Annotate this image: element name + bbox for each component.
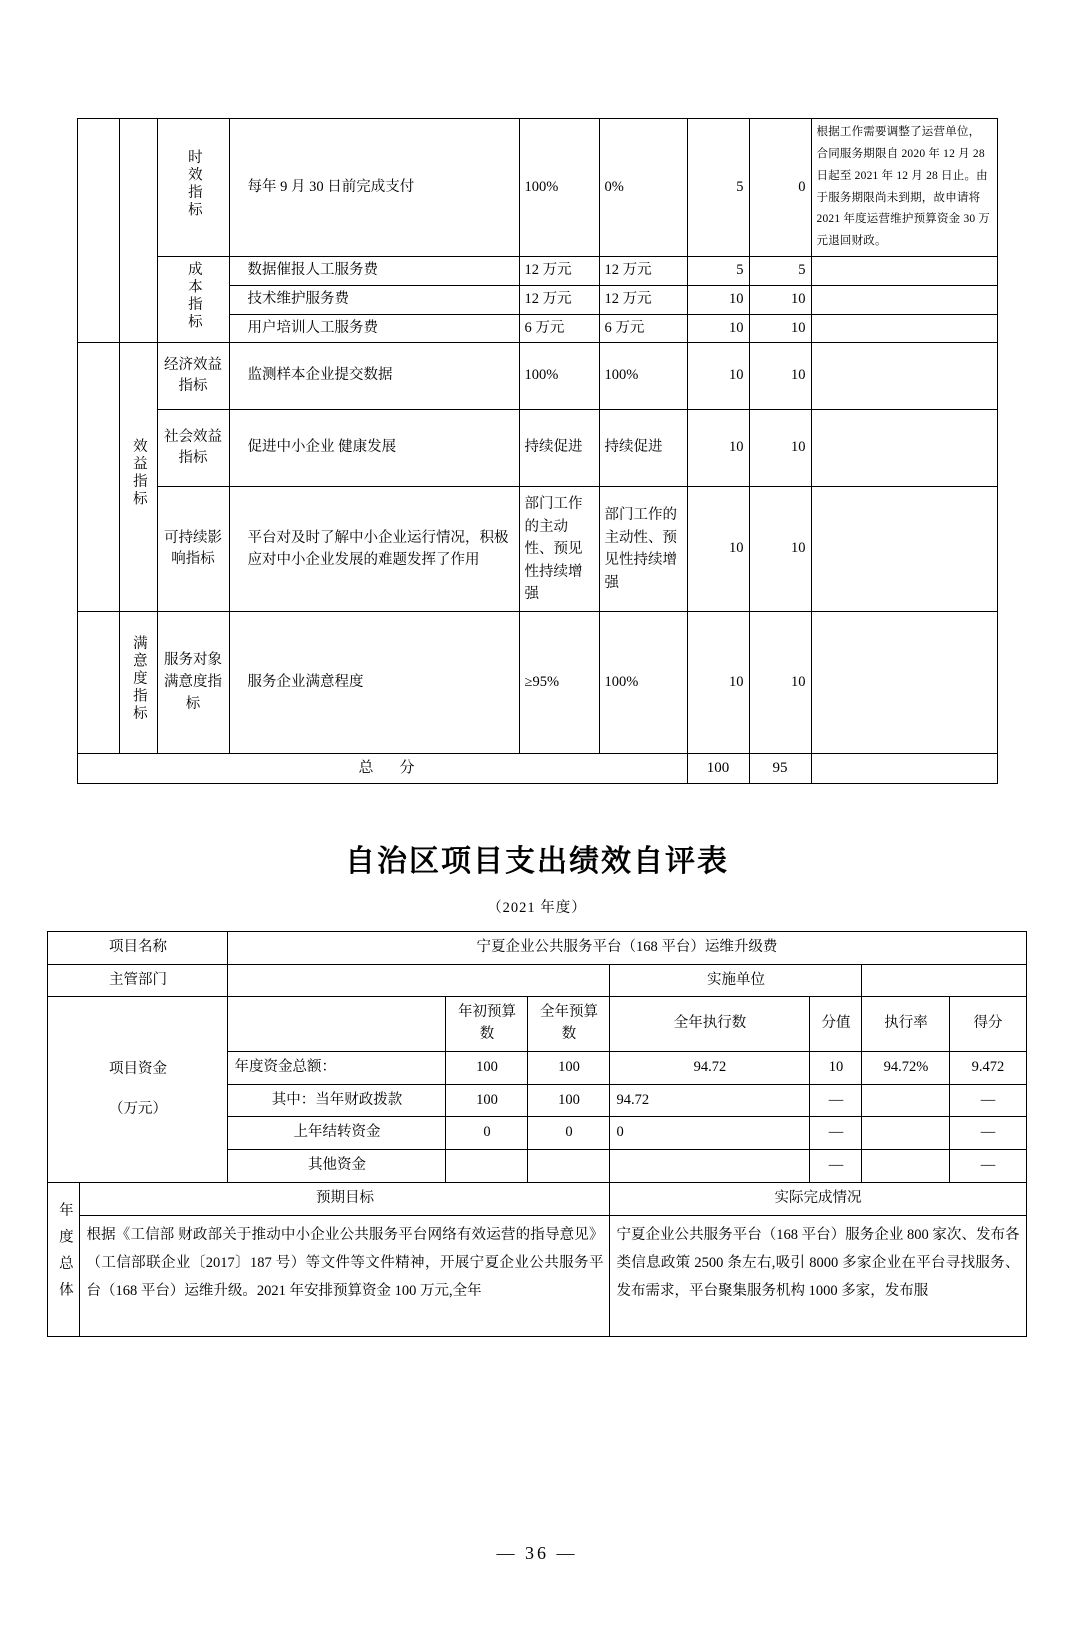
fund-score-value: 10 xyxy=(810,1051,862,1084)
fund-begin-budget xyxy=(446,1150,528,1183)
empty-header-cell xyxy=(228,997,446,1052)
indicator-cell: 监测样本企业提交数据 xyxy=(229,343,519,410)
table-row xyxy=(77,343,997,410)
header-year-budget: 全年预算数 xyxy=(528,997,610,1052)
fund-year-exec: 94.72 xyxy=(610,1084,810,1117)
fund-year-exec: 94.72 xyxy=(610,1051,810,1084)
score-full-cell: 10 xyxy=(687,343,749,410)
table-row xyxy=(77,410,997,487)
page-subtitle: （2021 年度） xyxy=(487,899,587,916)
score-full-cell: 10 xyxy=(687,487,749,612)
fund-score: — xyxy=(950,1117,1026,1150)
target-cell: 100% xyxy=(519,343,599,410)
table-row xyxy=(77,119,997,257)
annual-total-label: 年度总体 xyxy=(48,1182,80,1336)
table-row xyxy=(48,931,1026,964)
total-get: 95 xyxy=(749,754,811,784)
actual-cell: 100% xyxy=(599,612,687,754)
group-cell: 效益指标 xyxy=(119,343,157,612)
fund-exec-rate xyxy=(862,1117,950,1150)
score-full-cell: 10 xyxy=(687,410,749,487)
header-begin-budget: 年初预算数 xyxy=(446,997,528,1052)
category-cell: 时效指标 xyxy=(157,119,229,257)
score-full-cell: 10 xyxy=(687,612,749,754)
fund-row-label: 上年结转资金 xyxy=(228,1117,446,1150)
category-cell: 服务对象满意度指标 xyxy=(157,612,229,754)
fund-begin-budget: 100 xyxy=(446,1051,528,1084)
score-get-cell: 10 xyxy=(749,487,811,612)
header-exec-rate: 执行率 xyxy=(862,997,950,1052)
fund-year-exec xyxy=(610,1150,810,1183)
table-row xyxy=(48,964,1026,997)
fund-exec-rate xyxy=(862,1150,950,1183)
fund-score: — xyxy=(950,1084,1026,1117)
fund-year-budget: 100 xyxy=(528,1084,610,1117)
score-get-cell: 10 xyxy=(749,612,811,754)
project-name-label: 项目名称 xyxy=(48,931,228,964)
header-year-exec: 全年执行数 xyxy=(610,997,810,1052)
table-row xyxy=(48,1182,1026,1215)
fund-score: — xyxy=(950,1150,1026,1183)
actual-cell: 12 万元 xyxy=(599,257,687,286)
note-cell xyxy=(811,410,997,487)
indicator-cell: 服务企业满意程度 xyxy=(229,612,519,754)
unit-label: 实施单位 xyxy=(610,964,862,997)
target-cell: 12 万元 xyxy=(519,257,599,286)
dept-label: 主管部门 xyxy=(48,964,228,997)
indicator-cell: 每年 9 月 30 日前完成支付 xyxy=(229,119,519,257)
table-row xyxy=(77,612,997,754)
score-get-cell: 10 xyxy=(749,314,811,343)
fund-year-budget: 100 xyxy=(528,1051,610,1084)
actual-cell: 12 万元 xyxy=(599,285,687,314)
target-cell: 持续促进 xyxy=(519,410,599,487)
actual-cell: 持续促进 xyxy=(599,410,687,487)
score-full-cell: 10 xyxy=(687,285,749,314)
target-cell: 6 万元 xyxy=(519,314,599,343)
score-get-cell: 10 xyxy=(749,285,811,314)
fund-row-label: 其中：当年财政拨款 xyxy=(228,1084,446,1117)
category-cell: 社会效益指标 xyxy=(157,410,229,487)
fund-begin-budget: 0 xyxy=(446,1117,528,1150)
document-page xyxy=(0,118,1074,1638)
fund-year-budget: 0 xyxy=(528,1117,610,1150)
note-cell xyxy=(811,314,997,343)
total-row xyxy=(77,754,997,784)
fund-exec-rate: 94.72% xyxy=(862,1051,950,1084)
score-get-cell: 5 xyxy=(749,257,811,286)
actual-header: 实际完成情况 xyxy=(610,1182,1026,1215)
target-cell: 100% xyxy=(519,119,599,257)
indicator-cell: 数据催报人工服务费 xyxy=(229,257,519,286)
table-row xyxy=(77,257,997,286)
target-cell: ≥95% xyxy=(519,612,599,754)
score-full-cell: 5 xyxy=(687,257,749,286)
total-label: 总分 xyxy=(77,754,687,784)
note-cell xyxy=(811,487,997,612)
note-cell xyxy=(811,257,997,286)
expected-header: 预期目标 xyxy=(80,1182,610,1215)
project-self-evaluation-table xyxy=(47,931,1026,1337)
note-cell: 根据工作需要调整了运营单位，合同服务期限自 2020 年 12 月 28 日起至 2021 年 12 月 28 日止。由于服务期限尚未到期，故申请将 2021 年度运营维护预算资金 30 万元退回财政。 xyxy=(811,119,997,257)
unit-value xyxy=(862,964,1026,997)
header-score: 得分 xyxy=(950,997,1026,1052)
group-cell: 满意度指标 xyxy=(119,612,157,754)
page-number: — 36 — xyxy=(496,1543,578,1563)
fund-score: 9.472 xyxy=(950,1051,1026,1084)
funds-label: 项目资金 （万元） xyxy=(48,997,228,1183)
fund-score-value: — xyxy=(810,1117,862,1150)
score-get-cell: 10 xyxy=(749,410,811,487)
indicator-cell: 促进中小企业 健康发展 xyxy=(229,410,519,487)
actual-cell: 部门工作的主动性、预见性持续增强 xyxy=(599,487,687,612)
total-note xyxy=(811,754,997,784)
project-name-value: 宁夏企业公共服务平台（168 平台）运维升级费 xyxy=(228,931,1026,964)
category-cell: 可持续影响指标 xyxy=(157,487,229,612)
note-cell xyxy=(811,612,997,754)
fund-year-exec: 0 xyxy=(610,1117,810,1150)
actual-text: 宁夏企业公共服务平台（168 平台）服务企业 800 家次、发布各类信息政策 2500 条左右,吸引 8000 多家企业在平台寻找服务、发布需求，平台聚集服务机构 1000 多家，发布服 xyxy=(610,1215,1026,1336)
fund-year-budget xyxy=(528,1150,610,1183)
actual-cell: 6 万元 xyxy=(599,314,687,343)
header-score-value: 分值 xyxy=(810,997,862,1052)
actual-cell: 0% xyxy=(599,119,687,257)
actual-cell: 100% xyxy=(599,343,687,410)
note-cell xyxy=(811,343,997,410)
expected-text: 根据《工信部 财政部关于推动中小企业公共服务平台网络有效运营的指导意见》（工信部联企业〔2017〕187 号）等文件等文件精神，开展宁夏企业公共服务平台（168 平台）运维升级。2021 年安排预算资金 100 万元,全年 xyxy=(80,1215,610,1336)
indicator-cell: 技术维护服务费 xyxy=(229,285,519,314)
table-row xyxy=(48,1215,1026,1336)
table-row xyxy=(48,997,1026,1052)
page-title: 自治区项目支出绩效自评表 xyxy=(345,843,729,879)
score-get-cell: 10 xyxy=(749,343,811,410)
fund-exec-rate xyxy=(862,1084,950,1117)
performance-indicator-table xyxy=(77,118,998,784)
fund-score-value: — xyxy=(810,1084,862,1117)
fund-score-value: — xyxy=(810,1150,862,1183)
score-full-cell: 10 xyxy=(687,314,749,343)
score-full-cell: 5 xyxy=(687,119,749,257)
indicator-cell: 平台对及时了解中小企业运行情况，积极应对中小企业发展的难题发挥了作用 xyxy=(229,487,519,612)
fund-row-label: 年度资金总额： xyxy=(228,1051,446,1084)
target-cell: 12 万元 xyxy=(519,285,599,314)
note-cell xyxy=(811,285,997,314)
category-cell: 成本指标 xyxy=(157,257,229,343)
total-full: 100 xyxy=(687,754,749,784)
category-cell: 经济效益指标 xyxy=(157,343,229,410)
score-get-cell: 0 xyxy=(749,119,811,257)
target-cell: 部门工作的主动性、预见性持续增强 xyxy=(519,487,599,612)
dept-value xyxy=(228,964,610,997)
indicator-cell: 用户培训人工服务费 xyxy=(229,314,519,343)
fund-row-label: 其他资金 xyxy=(228,1150,446,1183)
fund-begin-budget: 100 xyxy=(446,1084,528,1117)
table-row xyxy=(77,487,997,612)
